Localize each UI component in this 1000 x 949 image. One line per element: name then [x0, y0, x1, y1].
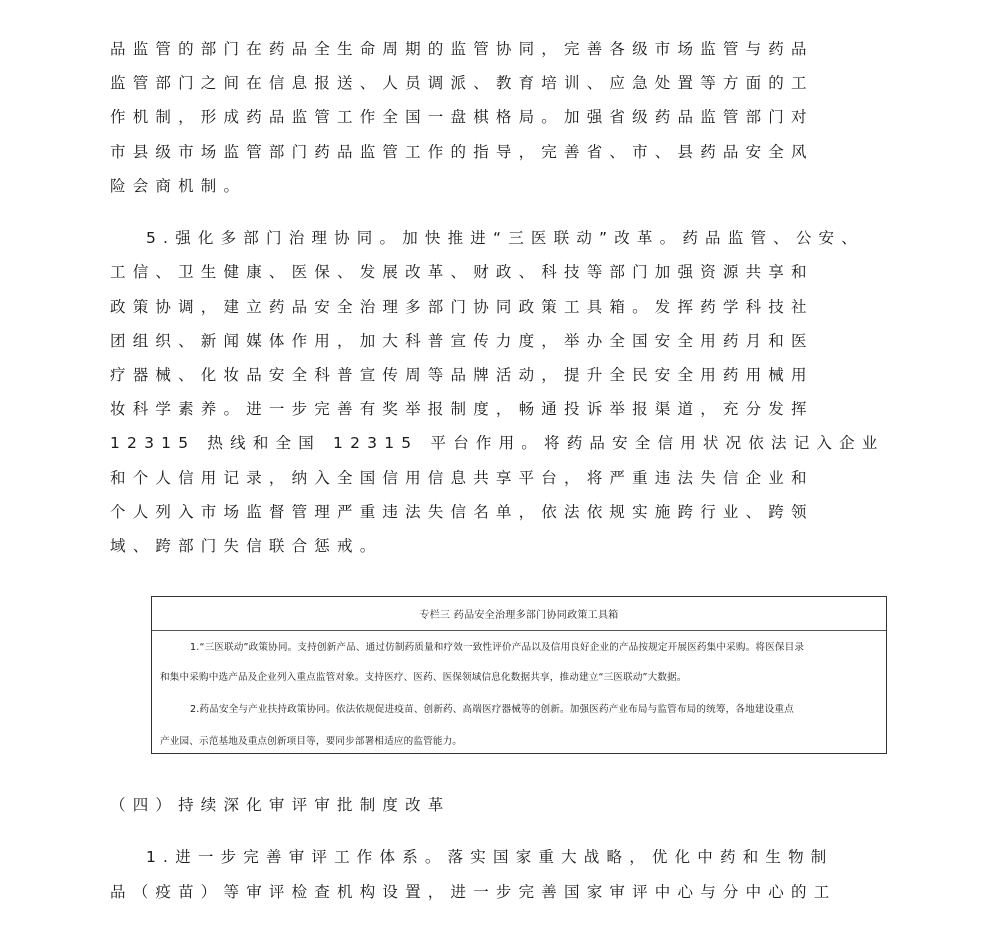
box-title: 专栏三 药品安全治理多部门协同政策工具箱	[419, 610, 619, 621]
paragraph-line: 1.进一步完善审评工作体系。落实国家重大战略，优化中药和生物制	[146, 848, 834, 866]
paragraph-line: 品（疫苗）等审评检查机构设置，进一步完善国家审评中心与分中心的工	[110, 883, 837, 901]
paragraph-line: 疗器械、化妆品安全科普宣传周等品牌活动，提升全民安全用药用械用	[110, 366, 814, 384]
paragraph-line: 妆科学素养。进一步完善有奖举报制度，畅通投诉举报渠道，充分发挥	[110, 400, 814, 418]
box-line: 1.“三医联动”政策协同。支持创新产品、通过仿制药质量和疗效一致性评价产品以及信用良好企业的产品按规定开展医药集中采购。将医保目录	[190, 642, 805, 653]
paragraph-line: 监管部门之间在信息报送、人员调派、教育培训、应急处置等方面的工	[110, 74, 814, 92]
paragraph-line: 团组织、新闻媒体作用，加大科普宣传力度，举办全国安全用药月和医	[110, 332, 814, 350]
box-divider	[152, 630, 886, 631]
paragraph-line: 市县级市场监管部门药品监管工作的指导，完善省、市、县药品安全风	[110, 143, 814, 161]
box-line: 产业园、示范基地及重点创新项目等，要同步部署相适应的监管能力。	[160, 736, 463, 747]
paragraph-line: 12315 热线和全国 12315 平台作用。将药品安全信用状况依法记入企业	[110, 434, 885, 452]
paragraph-line: 5.强化多部门治理协同。加快推进“三医联动”改革。药品监管、公安、	[146, 229, 864, 247]
paragraph-line: 政策协调，建立药品安全治理多部门协同政策工具箱。发挥药学科技社	[110, 298, 814, 316]
box-line: 和集中采购中选产品及企业列入重点监管对象。支持医疗、医药、医保领域信息化数据共享，推动建立“三医联动”大数据。	[160, 672, 687, 683]
section-heading: （四）持续深化审评审批制度改革	[110, 796, 451, 814]
paragraph-line: 工信、卫生健康、医保、发展改革、财政、科技等部门加强资源共享和	[110, 263, 814, 281]
box-line: 2.药品安全与产业扶持政策协同。依法依规促进疫苗、创新药、高端医疗器械等的创新。加强医药产业布局与监管布局的统筹，各地建设重点	[190, 704, 794, 715]
paragraph-line: 品监管的部门在药品全生命周期的监管协同，完善各级市场监管与药品	[110, 40, 814, 58]
policy-toolbox-box	[151, 596, 887, 754]
paragraph-line: 作机制，形成药品监管工作全国一盘棋格局。加强省级药品监管部门对	[110, 108, 814, 126]
paragraph-line: 个人列入市场监督管理严重违法失信名单，依法依规实施跨行业、跨领	[110, 503, 814, 521]
paragraph-line: 和个人信用记录，纳入全国信用信息共享平台，将严重违法失信企业和	[110, 469, 814, 487]
paragraph-line: 域、跨部门失信联合惩戒。	[110, 537, 383, 555]
paragraph-line: 险会商机制。	[110, 177, 247, 195]
